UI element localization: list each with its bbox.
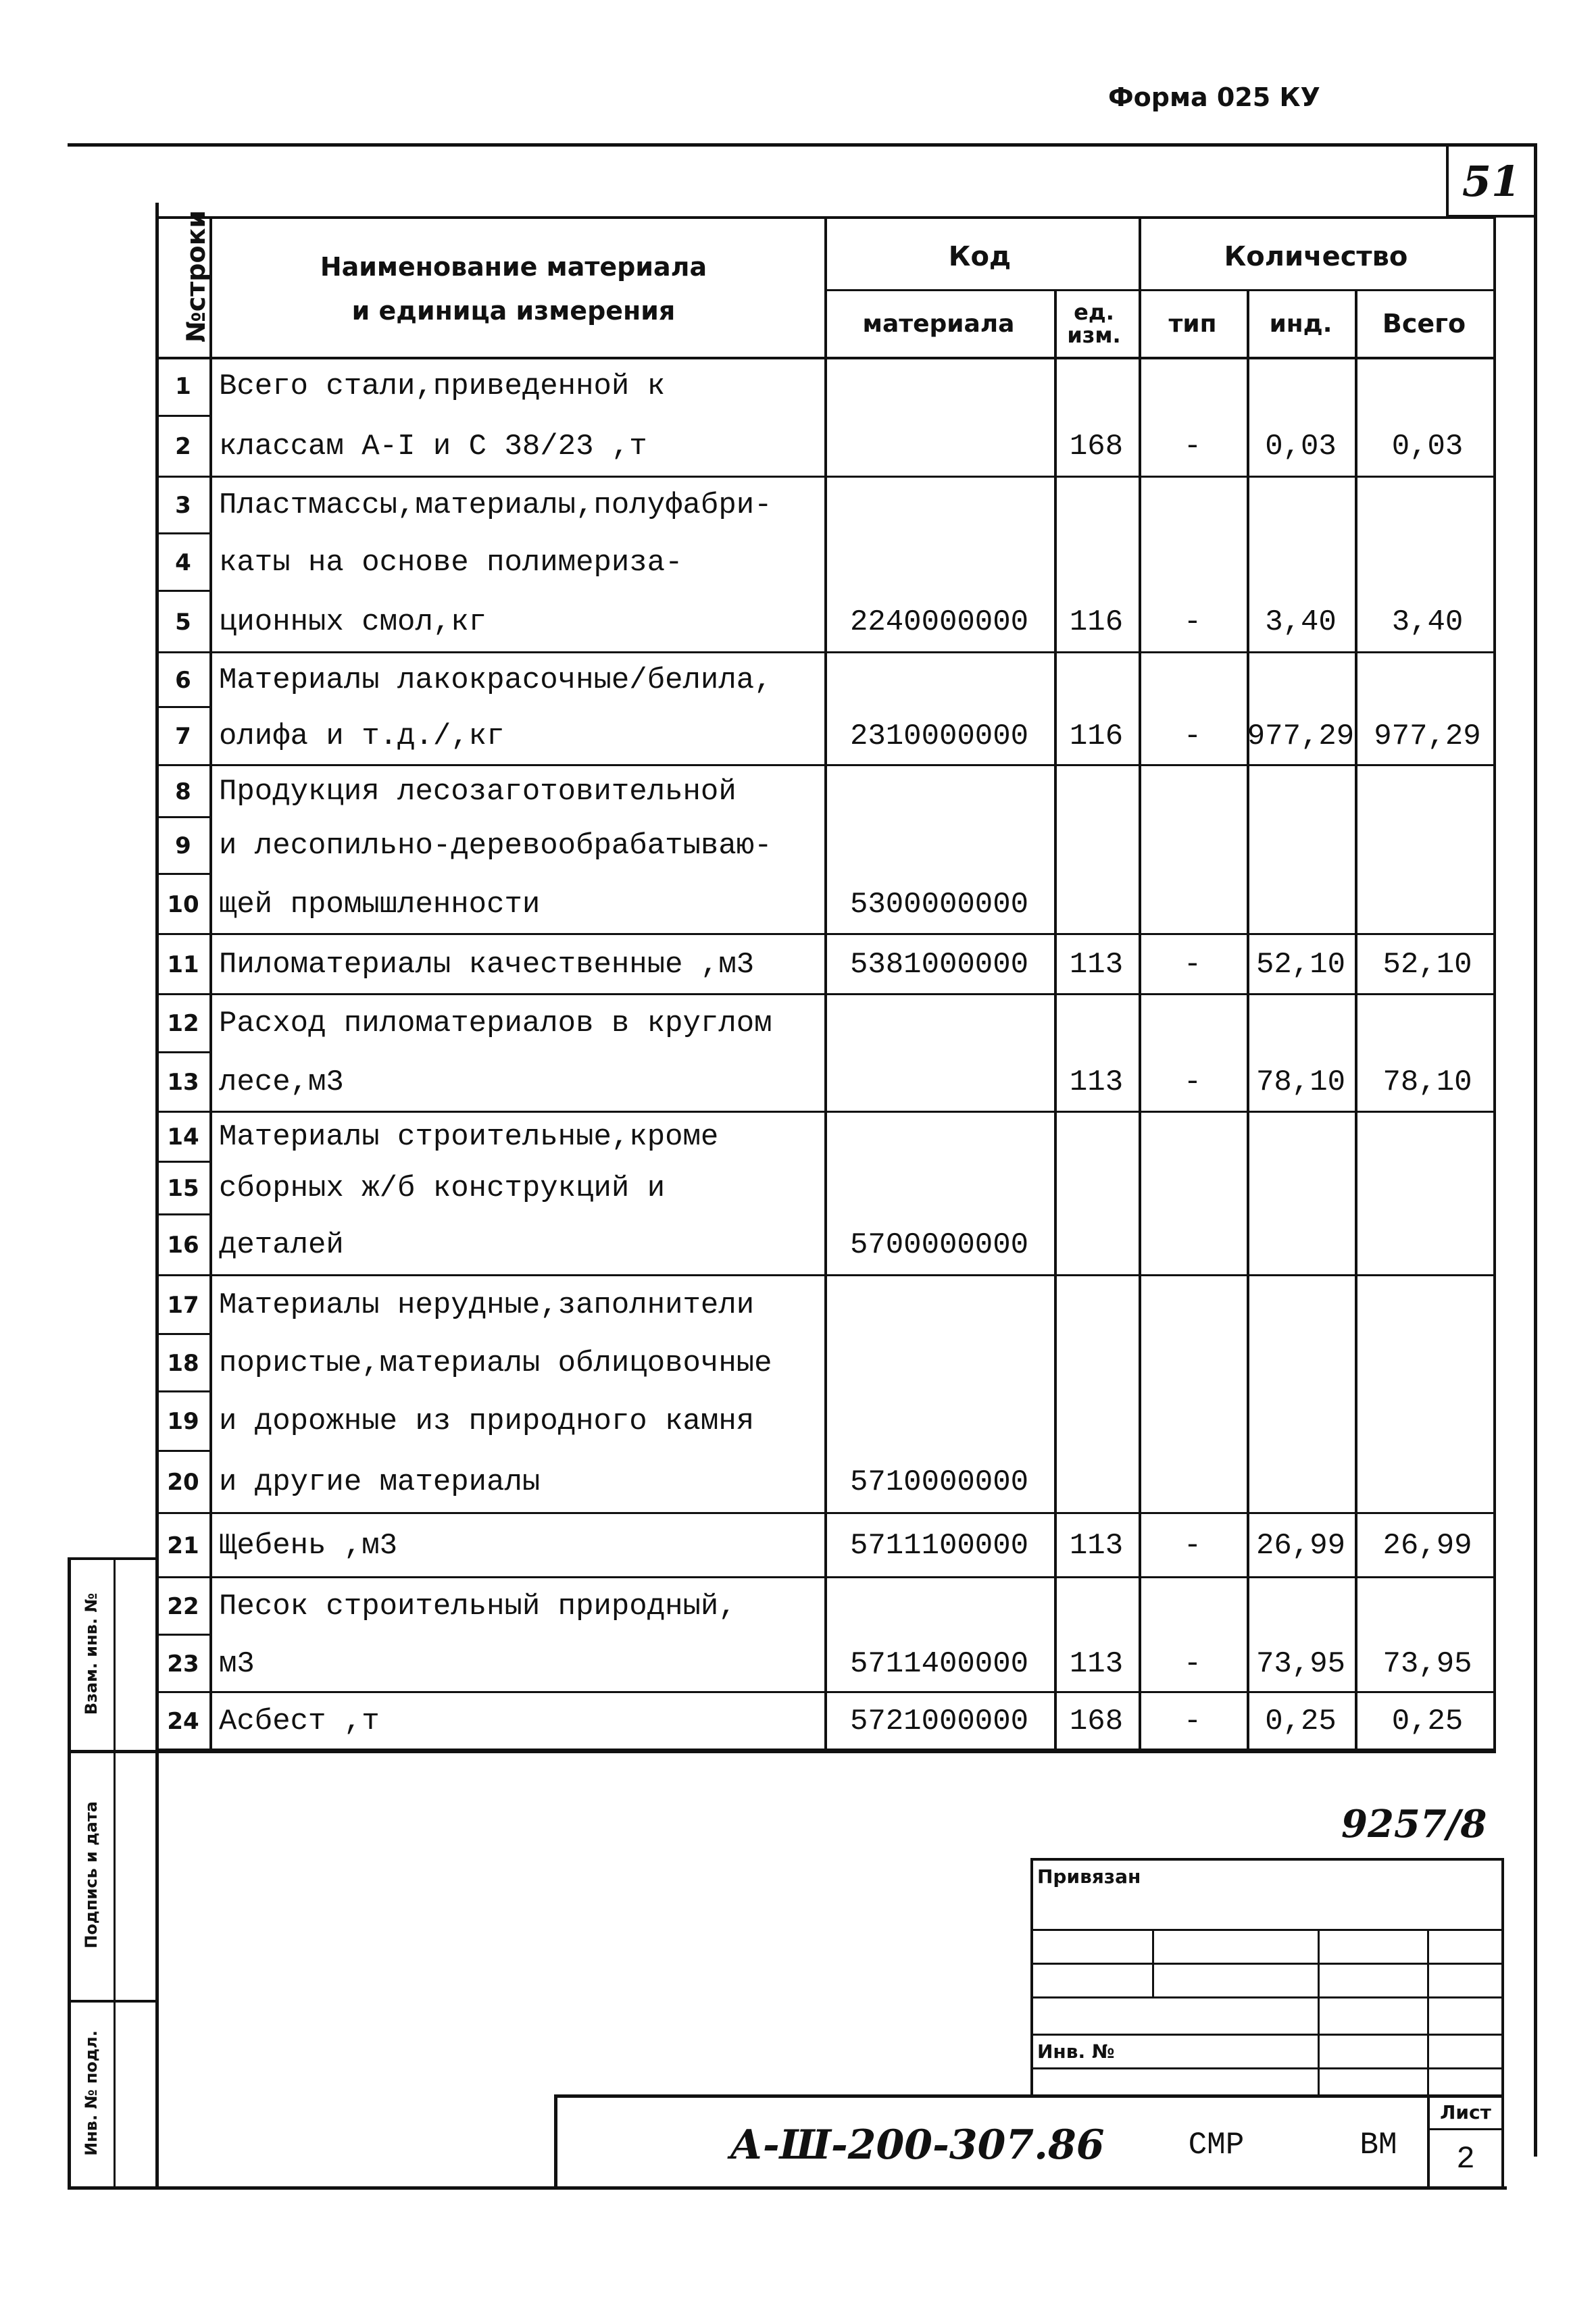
row-code: [824, 1578, 1054, 1635]
header-qty-type: тип: [1168, 309, 1217, 338]
row-total: [1355, 1578, 1500, 1635]
row-unit: 168: [1069, 1704, 1124, 1738]
row-total: 0,25: [1391, 1704, 1464, 1738]
col-line-num: [209, 216, 212, 1750]
row-total: [1355, 1451, 1500, 1513]
row-name: Расход пиломатериалов в круглом: [219, 1007, 772, 1040]
row-number: 5: [175, 608, 191, 636]
row-code: 5711100000: [849, 1528, 1029, 1563]
row-ind: [1247, 653, 1355, 707]
frame-top-line: [68, 143, 1537, 147]
row-number: 1: [175, 373, 191, 400]
stamp-line-b: [1030, 1963, 1503, 1965]
row-code: [824, 818, 1054, 874]
row-ind: [1247, 874, 1355, 934]
stamp-line-c: [1030, 1996, 1503, 1998]
row-name: олифа и т.д./,кг: [219, 720, 505, 753]
row-type: -: [1183, 1646, 1202, 1681]
row-total: [1355, 874, 1500, 934]
row-ind: 73,95: [1255, 1646, 1346, 1681]
row-total: [1355, 765, 1500, 818]
row-total: 26,99: [1382, 1528, 1472, 1563]
row-unit: [1054, 1334, 1139, 1392]
row-unit: [1054, 1276, 1139, 1334]
row-name: и дорожные из природного камня: [219, 1405, 755, 1438]
title-block-left-line: [554, 2094, 557, 2189]
row-type: [1139, 1276, 1247, 1334]
row-unit: [1054, 1162, 1139, 1215]
row-code: [824, 1053, 1054, 1112]
row-total: [1355, 818, 1500, 874]
row-ind: [1247, 1276, 1355, 1334]
header-code: Код: [948, 241, 1012, 272]
row-unit: [1054, 477, 1139, 534]
row-total: 0,03: [1391, 430, 1464, 463]
stamp-smr: СМР: [1188, 2128, 1245, 2163]
row-code: 5700000000: [849, 1228, 1029, 1262]
row-type: [1139, 1112, 1247, 1162]
row-type: [1139, 874, 1247, 934]
row-unit: [1054, 653, 1139, 707]
row-name: м3: [219, 1646, 255, 1681]
stamp-line-e: [1030, 2067, 1503, 2069]
row-number: 6: [175, 666, 191, 694]
row-type: [1139, 1215, 1247, 1276]
row-ind: [1247, 1578, 1355, 1635]
row-name: Асбест ,т: [219, 1704, 380, 1738]
row-code: [824, 1162, 1054, 1215]
row-type: -: [1183, 605, 1202, 639]
row-total: 78,10: [1382, 1065, 1472, 1099]
row-number: 10: [167, 890, 199, 918]
handwritten-number: 9257/8: [1341, 1802, 1487, 1846]
row-total: 977,29: [1374, 720, 1481, 753]
row-unit: [1054, 1112, 1139, 1162]
row-code: [824, 357, 1054, 416]
row-number: 15: [167, 1175, 199, 1202]
row-number: 21: [167, 1532, 199, 1559]
stamp-privyazan: Привязан: [1037, 1865, 1141, 1888]
row-total: [1355, 357, 1500, 416]
row-total: [1355, 477, 1500, 534]
row-ind: 3,40: [1265, 605, 1337, 639]
row-number: 20: [167, 1469, 199, 1496]
row-number: 9: [175, 832, 191, 859]
side-column-divider: [114, 1557, 116, 2189]
row-code: [824, 1334, 1054, 1392]
row-code: [824, 1112, 1054, 1162]
row-code: [824, 534, 1054, 591]
row-type: [1139, 1451, 1247, 1513]
row-type: -: [1183, 947, 1202, 982]
row-type: [1139, 1334, 1247, 1392]
stamp-list-label: Лист: [1440, 2101, 1491, 2123]
row-ind: [1247, 534, 1355, 591]
row-type: -: [1183, 430, 1202, 463]
row-unit: [1054, 534, 1139, 591]
row-type: -: [1183, 1065, 1202, 1099]
row-ind: 977,29: [1247, 720, 1355, 753]
row-unit: 168: [1069, 430, 1124, 463]
row-ind: [1247, 1392, 1355, 1451]
side-label-inv-orig: Инв. № подл.: [82, 2030, 101, 2156]
row-code: [824, 416, 1054, 477]
row-unit: [1054, 1392, 1139, 1451]
stamp-line-a: [1030, 1929, 1503, 1931]
row-code: [824, 765, 1054, 818]
row-ind: [1247, 995, 1355, 1053]
row-ind: [1247, 1334, 1355, 1392]
row-total: [1355, 1215, 1500, 1276]
row-unit: 116: [1069, 720, 1124, 753]
row-number: 11: [167, 951, 199, 978]
stamp-col-2: [1318, 1929, 1320, 2098]
row-unit: [1054, 1578, 1139, 1635]
row-name: классам А-I и С 38/23 ,т: [219, 430, 647, 463]
row-number: 16: [167, 1232, 199, 1259]
row-total: 52,10: [1382, 947, 1472, 982]
row-code: [824, 1276, 1054, 1334]
header-name-line2: и единица измерения: [351, 296, 676, 326]
row-unit: 113: [1069, 1528, 1124, 1563]
row-name: Всего стали,приведенной к: [219, 370, 666, 403]
row-unit: [1054, 1451, 1139, 1513]
row-type: [1139, 357, 1247, 416]
row-code: 5710000000: [849, 1465, 1029, 1499]
row-code: 2310000000: [849, 720, 1029, 753]
row-name: деталей: [219, 1228, 344, 1262]
row-number: 14: [167, 1124, 199, 1151]
row-name: ционных смол,кг: [219, 605, 487, 639]
row-type: [1139, 818, 1247, 874]
header-qty-ind: инд.: [1269, 309, 1332, 338]
row-name: Продукция лесозаготовительной: [219, 774, 737, 809]
row-code: 2240000000: [849, 605, 1029, 639]
row-ind: [1247, 765, 1355, 818]
stamp-left-line: [1030, 1858, 1033, 2098]
side-line-1: [68, 1750, 159, 1753]
row-ind: 52,10: [1255, 947, 1346, 982]
row-unit: 113: [1069, 947, 1124, 982]
row-number: 12: [167, 1010, 199, 1037]
side-label-sign-date: Подпись и дата: [82, 1801, 101, 1948]
row-ind: [1247, 818, 1355, 874]
row-ind: [1247, 1162, 1355, 1215]
row-unit: [1054, 1215, 1139, 1276]
header-code-material: материала: [862, 309, 1015, 338]
frame-bottom-line: [68, 2186, 1507, 2190]
form-label: Форма 025 КУ: [1108, 82, 1320, 112]
row-type: [1139, 1578, 1247, 1635]
row-ind: [1247, 1215, 1355, 1276]
row-name: лесе,м3: [219, 1065, 344, 1099]
row-name: Материалы строительные,кроме: [219, 1120, 719, 1154]
row-code: [824, 477, 1054, 534]
row-number: 13: [167, 1069, 199, 1096]
row-type: [1139, 1392, 1247, 1451]
row-name: щей промышленности: [219, 887, 541, 922]
row-total: [1355, 1162, 1500, 1215]
row-number: 24: [167, 1707, 199, 1735]
row-code: 5721000000: [849, 1704, 1029, 1738]
row-name: пористые,материалы облицовочные: [219, 1346, 772, 1380]
row-name: сборных ж/б конструкций и: [219, 1172, 666, 1205]
row-total: [1355, 653, 1500, 707]
frame-right-line: [1534, 143, 1537, 2157]
header-name-line1: Наименование материала: [320, 252, 707, 282]
row-type: [1139, 995, 1247, 1053]
row-ind: [1247, 1451, 1355, 1513]
row-code: 5711400000: [849, 1646, 1029, 1681]
row-unit: 113: [1069, 1065, 1124, 1099]
header-code-unit: ед. изм.: [1067, 299, 1121, 348]
stamp-right-line: [1501, 1858, 1504, 2189]
document-designation: А-Ш-200-307.86: [730, 2121, 1105, 2169]
row-name: Материалы нерудные,заполнители: [219, 1288, 755, 1322]
row-unit: [1054, 818, 1139, 874]
row-name: Песок строительный природный,: [219, 1589, 737, 1624]
row-total: [1355, 995, 1500, 1053]
row-type: [1139, 477, 1247, 534]
row-code: [824, 995, 1054, 1053]
row-name: Материалы лакокрасочные/белила,: [219, 663, 772, 697]
row-number: 18: [167, 1349, 199, 1377]
row-unit: [1054, 357, 1139, 416]
row-type: [1139, 534, 1247, 591]
row-ind: 0,25: [1265, 1704, 1337, 1738]
row-total: [1355, 1276, 1500, 1334]
stamp-col-3: [1427, 1929, 1429, 2098]
row-type: [1139, 1162, 1247, 1215]
row-ind: [1247, 477, 1355, 534]
row-ind: 0,03: [1265, 430, 1337, 463]
row-unit: [1054, 995, 1139, 1053]
stamp-inv-no: Инв. №: [1037, 2040, 1115, 2063]
row-name: Пиломатериалы качественные ,м3: [219, 947, 755, 982]
row-type: -: [1183, 720, 1202, 753]
row-ind: [1247, 1112, 1355, 1162]
row-unit: [1054, 765, 1139, 818]
row-number: 23: [167, 1650, 199, 1678]
row-number: 22: [167, 1592, 199, 1620]
row-code: [824, 653, 1054, 707]
row-total: 3,40: [1391, 605, 1464, 639]
row-number: 8: [175, 778, 191, 805]
header-row-no: №строки: [181, 210, 211, 343]
row-number: 19: [167, 1408, 199, 1435]
row-type: [1139, 653, 1247, 707]
title-block-top-line: [554, 2094, 1503, 2098]
row-number: 7: [175, 723, 191, 750]
row-number: 4: [175, 549, 191, 576]
stamp-col-1: [1152, 1929, 1154, 1996]
side-label-vzam-inv: Взам. инв. №: [82, 1592, 101, 1715]
row-total: [1355, 1112, 1500, 1162]
row-ind: 26,99: [1255, 1528, 1346, 1563]
row-ind: 78,10: [1255, 1065, 1346, 1099]
row-type: [1139, 765, 1247, 818]
row-name: и лесопильно-деревообрабатываю-: [219, 829, 772, 863]
row-ind: [1247, 357, 1355, 416]
row-unit: 113: [1069, 1646, 1124, 1681]
row-name: Пластмассы,материалы,полуфабри-: [219, 488, 772, 522]
row-total: [1355, 1392, 1500, 1451]
row-total: [1355, 534, 1500, 591]
row-unit: 116: [1069, 605, 1124, 639]
row-type: -: [1183, 1704, 1202, 1738]
row-name: каты на основе полимериза-: [219, 545, 683, 580]
row-name: и другие материалы: [219, 1465, 541, 1499]
row-total: 73,95: [1382, 1646, 1472, 1681]
header-quantity: Количество: [1224, 241, 1408, 272]
row-code: [824, 1392, 1054, 1451]
row-code: 5300000000: [849, 887, 1029, 922]
row-name: Щебень ,м3: [219, 1528, 398, 1563]
row-number: 3: [175, 492, 191, 519]
row-code: 5381000000: [849, 947, 1029, 982]
row-number: 17: [167, 1291, 199, 1319]
sheet-number-corner: 51: [1462, 156, 1521, 206]
row-type: -: [1183, 1528, 1202, 1563]
header-qty-total: Всего: [1382, 309, 1466, 338]
row-unit: [1054, 874, 1139, 934]
stamp-vm: ВМ: [1360, 2128, 1397, 2163]
stamp-list-value: 2: [1456, 2141, 1475, 2177]
row-total: [1355, 1334, 1500, 1392]
row-number: 2: [175, 433, 191, 460]
